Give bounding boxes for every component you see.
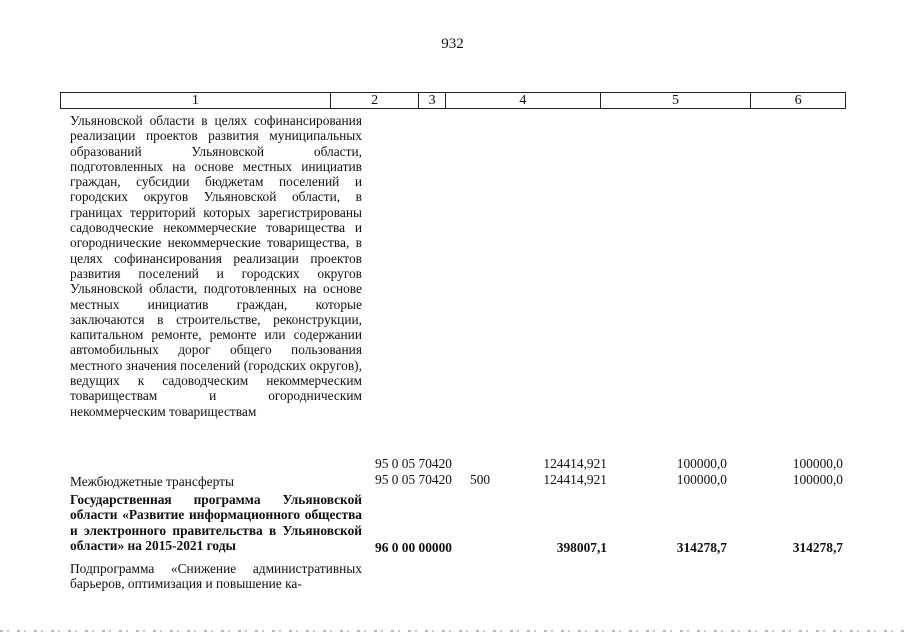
row-col6-value: 100000,0 xyxy=(792,472,843,487)
row-col5-value: 100000,0 xyxy=(676,456,727,471)
row-col6-value: 314278,7 xyxy=(792,540,843,555)
row-description-subprogram: Подпрограмма «Снижение административных барьеров, оптимизация и повышение ка- xyxy=(70,561,362,592)
page-number: 932 xyxy=(441,36,464,52)
row-vr-code: 500 xyxy=(470,472,491,487)
scan-artifact-line xyxy=(0,630,905,632)
row-col5-value: 314278,7 xyxy=(676,540,727,555)
row-code: 95 0 05 70420 xyxy=(375,456,452,471)
row-col4-value: 124414,921 xyxy=(543,472,607,487)
row-col6-value: 100000,0 xyxy=(792,456,843,471)
header-col-6: 6 xyxy=(794,93,802,108)
table-row-program-values xyxy=(0,540,905,556)
header-col-1: 1 xyxy=(61,93,331,108)
row-col5-value: 100000,0 xyxy=(676,472,727,487)
row-col4-value: 124414,921 xyxy=(543,456,607,471)
table-row-transfers-values xyxy=(0,472,905,488)
row-code: 95 0 05 70420 xyxy=(375,472,452,487)
header-col-4: 4 xyxy=(446,93,601,108)
row-col4-value: 398007,1 xyxy=(556,540,607,555)
header-col-5: 5 xyxy=(601,93,751,108)
row-description-transfers: Межбюджетные трансферты xyxy=(70,474,234,489)
table-header-row xyxy=(60,92,846,109)
row-code: 96 0 00 00000 xyxy=(375,540,452,555)
row-description-subsidies: Ульяновской области в целях софинансирования реализации проектов развития муниципальных образований Ульяновской области, подготовленных на основе местных инициатив граждан, субсидии бюджетам поселений и городских округов Ульяновской области, в границах территорий которых зарегистрированы садоводческие некоммерческие товарищества и огороднические некоммерческие товарищества, в целях софинансирования реализации проектов развития поселений и городских округов Ульяновской области, подготовленных на основе местных инициатив граждан, которые заключаются в строительстве, реконструкции, капитальном ремонте, ремонте или содержании автомобильных дорог общего пользования местного значения поселений (городских округов), ведущих к садоводческим некоммерческим товариществам и огородническим некоммерческим товариществам xyxy=(70,113,362,419)
header-col-2: 2 xyxy=(331,93,420,108)
row-description-program: Государственная программа Ульяновской области «Развитие информационного общества и электронного правительства в Ульяновской области» на 2015-2021 годы xyxy=(70,492,362,553)
header-col-3: 3 xyxy=(419,93,446,108)
table-row-subsidies-values xyxy=(0,456,905,472)
